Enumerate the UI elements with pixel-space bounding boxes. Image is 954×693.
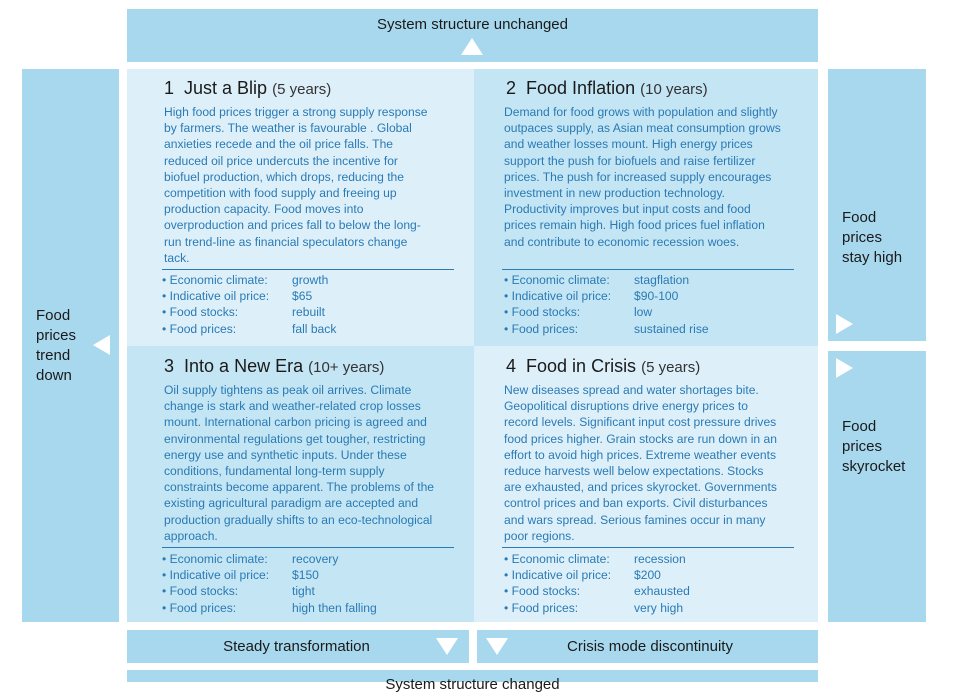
indicator-row: • Indicative oil price: $90-100 — [504, 289, 679, 304]
quadrant-food-inflation — [474, 69, 818, 346]
quadrant-number: 3 — [164, 356, 175, 376]
indicator-row: • Food stocks: rebuilt — [162, 305, 325, 320]
quadrant-name: Into a New Era — [184, 356, 304, 376]
quadrant-name: Food in Crisis — [526, 356, 637, 376]
quadrant-into-a-new-era — [127, 346, 474, 622]
indicator-table — [504, 551, 690, 616]
arrow-right-icon — [836, 358, 853, 378]
quadrant-description: High food prices trigger a strong supply response by farmers. The weather is favourable . Global anxieties recede and the oil price falls. The reduced oil price undercuts the incentive for biofuel production, which drops, reducing the competition with food supply and freeing up production capacity. Food moves into overproduction and prices fall to below the long-run trend-line as financial speculators change tack. — [164, 105, 428, 265]
right-top-panel-label: Food prices stay high — [842, 209, 903, 266]
indicator-row: • Indicative oil price: $65 — [162, 289, 313, 304]
arrow-down-icon — [436, 638, 458, 655]
quadrant-food-in-crisis — [474, 346, 818, 622]
indicator-row: • Economic climate: stagflation — [504, 273, 690, 287]
arrow-left-icon — [93, 335, 110, 355]
indicator-table — [162, 551, 377, 616]
divider — [162, 547, 454, 548]
bottom-left-banner-label: Steady transformation — [223, 638, 370, 655]
quadrant-title — [164, 356, 384, 377]
quadrant-description: Demand for food grows with population and slightly outpaces supply, as Asian meat consumption grows and weather losses mount. High energy prices support the push for biofuels and raise fertilizer prices. The push for increased supply encourages investment in new production technology. Productivity improves but input costs and food prices remain high. High food prices fuel inflation and contribute to economic recession woes. — [504, 105, 781, 249]
top-banner-label: System structure unchanged — [377, 16, 568, 33]
divider — [162, 269, 454, 270]
divider — [502, 547, 794, 548]
quadrant-title — [506, 78, 708, 99]
quadrant-number: 2 — [506, 78, 517, 98]
bottom-banner — [127, 670, 818, 693]
arrow-up-icon — [461, 38, 483, 55]
quadrant-duration: (5 years) — [272, 81, 332, 98]
top-banner — [127, 9, 818, 62]
indicator-row: • Food stocks: exhausted — [504, 584, 690, 599]
indicator-row: • Economic climate: recession — [504, 552, 686, 566]
indicator-row: • Food prices: sustained rise — [504, 321, 709, 336]
arrow-right-icon — [836, 314, 853, 334]
bottom-banner-label: System structure changed — [385, 676, 560, 693]
indicator-row: • Indicative oil price: $150 — [162, 568, 319, 583]
quadrant-duration: (10 years) — [640, 81, 708, 98]
bottom-right-banner — [477, 630, 818, 663]
indicator-row: • Economic climate: recovery — [162, 552, 339, 566]
indicator-row: • Indicative oil price: $200 — [504, 568, 661, 583]
right-bottom-panel — [828, 351, 926, 622]
indicator-row: • Economic climate: growth — [162, 273, 329, 287]
bottom-left-banner — [127, 630, 469, 663]
right-bottom-panel-label: Food prices skyrocket — [842, 418, 906, 475]
quadrant-duration: (10+ years) — [308, 359, 385, 376]
indicator-row: • Food prices: very high — [504, 600, 684, 615]
indicator-row: • Food prices: fall back — [162, 321, 337, 336]
divider — [502, 269, 794, 270]
indicator-row: • Food prices: high then falling — [162, 600, 377, 615]
right-top-panel — [828, 69, 926, 341]
indicator-row: • Food stocks: tight — [162, 584, 315, 599]
left-panel-label: Food prices trend down — [36, 307, 77, 384]
indicator-table — [504, 272, 709, 337]
left-panel — [22, 69, 119, 622]
quadrant-duration: (5 years) — [641, 359, 701, 376]
indicator-table — [162, 272, 336, 337]
quadrant-title — [164, 78, 331, 99]
quadrant-title — [506, 356, 700, 377]
quadrant-number: 4 — [506, 356, 517, 376]
quadrant-just-a-blip — [127, 69, 474, 346]
indicator-row: • Food stocks: low — [504, 305, 653, 320]
quadrant-description: New diseases spread and water shortages bite. Geopolitical disruptions drive energy prices to record levels. Significant input cost pressure drives food prices higher. Grain stocks are run down in an effort to avoid high prices. Extreme weather events reduce harvests well below expectations. Stocks are exhausted, and prices skyrocket. Governments control prices and ban exports. Civil disturbances and wars spread. Serious famines occur in many poor regions. — [504, 383, 777, 543]
quadrant-name: Just a Blip — [184, 78, 268, 98]
quadrant-description: Oil supply tightens as peak oil arrives. Climate change is stark and weather-related crop losses mount. International carbon pricing is agreed and environmental regulations get tougher, restricting energy use and synthetic inputs. Under these conditions, fundamental long-term supply constraints become apparent. The problems of the existing agricultural paradigm are accepted and production gradually shifts to an eco-technological approach. — [164, 383, 435, 543]
quadrant-number: 1 — [164, 78, 175, 98]
quadrant-name: Food Inflation — [526, 78, 636, 98]
bottom-right-banner-label: Crisis mode discontinuity — [567, 638, 733, 655]
